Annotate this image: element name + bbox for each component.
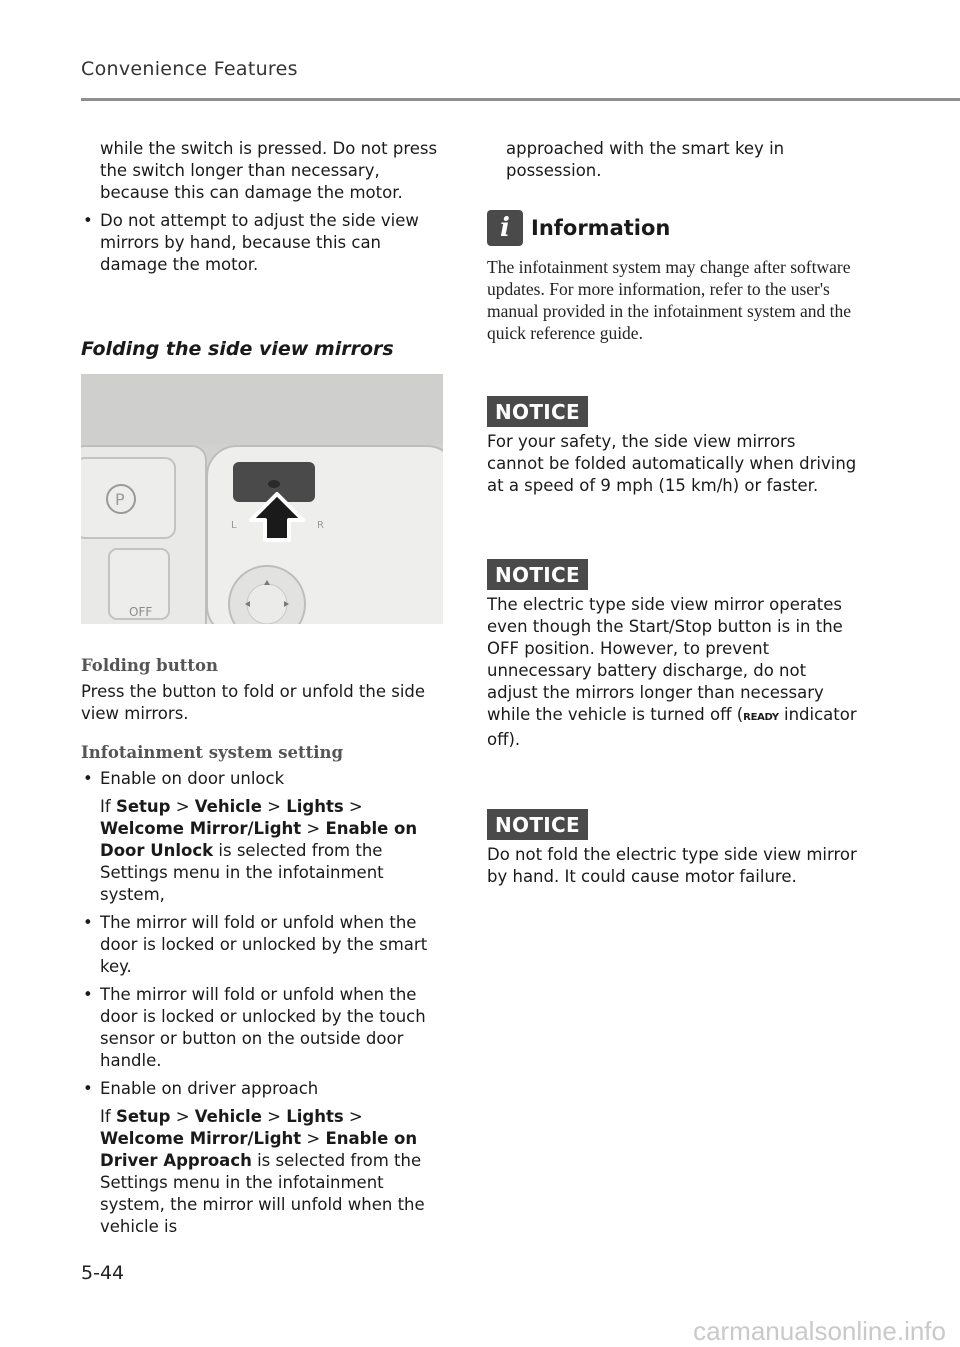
bullet-dot: • (83, 985, 93, 1004)
list-item (81, 984, 443, 1072)
list-item (81, 210, 443, 276)
info-icon: i (487, 210, 523, 246)
notice-text: For your safety, the side view mirrors cannot be folded automatically when driving at a speed of 9 mph (15 km/h) or faster. (487, 432, 857, 495)
right-column (487, 138, 857, 888)
bullet-dot: • (83, 211, 93, 230)
right-mirror-label: R (317, 520, 324, 531)
subheading: Infotainment system setting (81, 743, 344, 762)
list-item-text: Enable on door unlock (100, 769, 285, 788)
caption-description: Press the button to fold or unfold the side view mirrors. (81, 682, 426, 723)
bullet-dot: • (83, 1079, 93, 1098)
list-item (81, 768, 443, 790)
list-item-text: The mirror will fold or unfold when the door is locked or unlocked by the touch sensor or button on the outside door handle. (100, 985, 426, 1070)
left-mirror-label: L (231, 520, 237, 531)
continued-text: approached with the smart key in possession. (506, 139, 785, 180)
list-item-text: Enable on driver approach (100, 1079, 319, 1098)
menu-path-driver-approach: If Setup > Vehicle > Lights > Welcome Mirror/Light > Enable on Driver Approach is selected from the Settings menu in the infotainment system, the mirror will unfold when the vehicle is (100, 1107, 425, 1236)
notice-badge: NOTICE (487, 559, 588, 590)
watermark: carmanualsonline.info (693, 1316, 946, 1346)
notice-text: Do not fold the electric type side view mirror by hand. It could cause motor failure. (487, 845, 857, 886)
information-title: Information (531, 216, 671, 240)
folding-button-photo (81, 374, 443, 624)
off-label: OFF (129, 605, 153, 619)
list-item (81, 912, 443, 978)
list-item (81, 1078, 443, 1100)
continued-text: while the switch is pressed. Do not press the switch longer than necessary, because this can damage the motor. (100, 139, 438, 202)
notice-badge: NOTICE (487, 396, 588, 427)
park-label: P (115, 490, 125, 509)
page-header-title: Convenience Features (81, 58, 298, 80)
page-number: 5-44 (81, 1262, 125, 1284)
bullet-dot: • (83, 913, 93, 932)
notice-block (487, 559, 857, 751)
notice-block (487, 396, 857, 497)
left-column (81, 138, 443, 1244)
notice-badge: NOTICE (487, 809, 588, 840)
notice-block (487, 809, 857, 888)
list-item-text: The mirror will fold or unfold when the door is locked or unlocked by the smart key. (100, 913, 428, 976)
ready-indicator-icon: READY (743, 712, 779, 723)
bullet-dot: • (83, 769, 93, 788)
information-header (487, 210, 857, 246)
photo-caption: Folding button (81, 656, 218, 675)
header-rule (81, 98, 960, 101)
menu-path-door-unlock: If Setup > Vehicle > Lights > Welcome Mirror/Light > Enable on Door Unlock is selected from the Settings menu in the infotainment system, (100, 797, 418, 904)
information-text: The infotainment system may change after software updates. For more information, refer to the user's manual provided in the infotainment system and the quick reference guide. (487, 257, 852, 343)
list-item-text: Do not attempt to adjust the side view mirrors by hand, because this can damage the motor. (100, 211, 419, 274)
section-title: Folding the side view mirrors (81, 338, 394, 360)
notice-text: The electric type side view mirror operates even though the Start/Stop button is in the OFF position. However, to prevent unnecessary battery discharge, do not adjust the mirrors longer than necessary while the vehicle is turned off (READY indicator off). (487, 595, 857, 749)
